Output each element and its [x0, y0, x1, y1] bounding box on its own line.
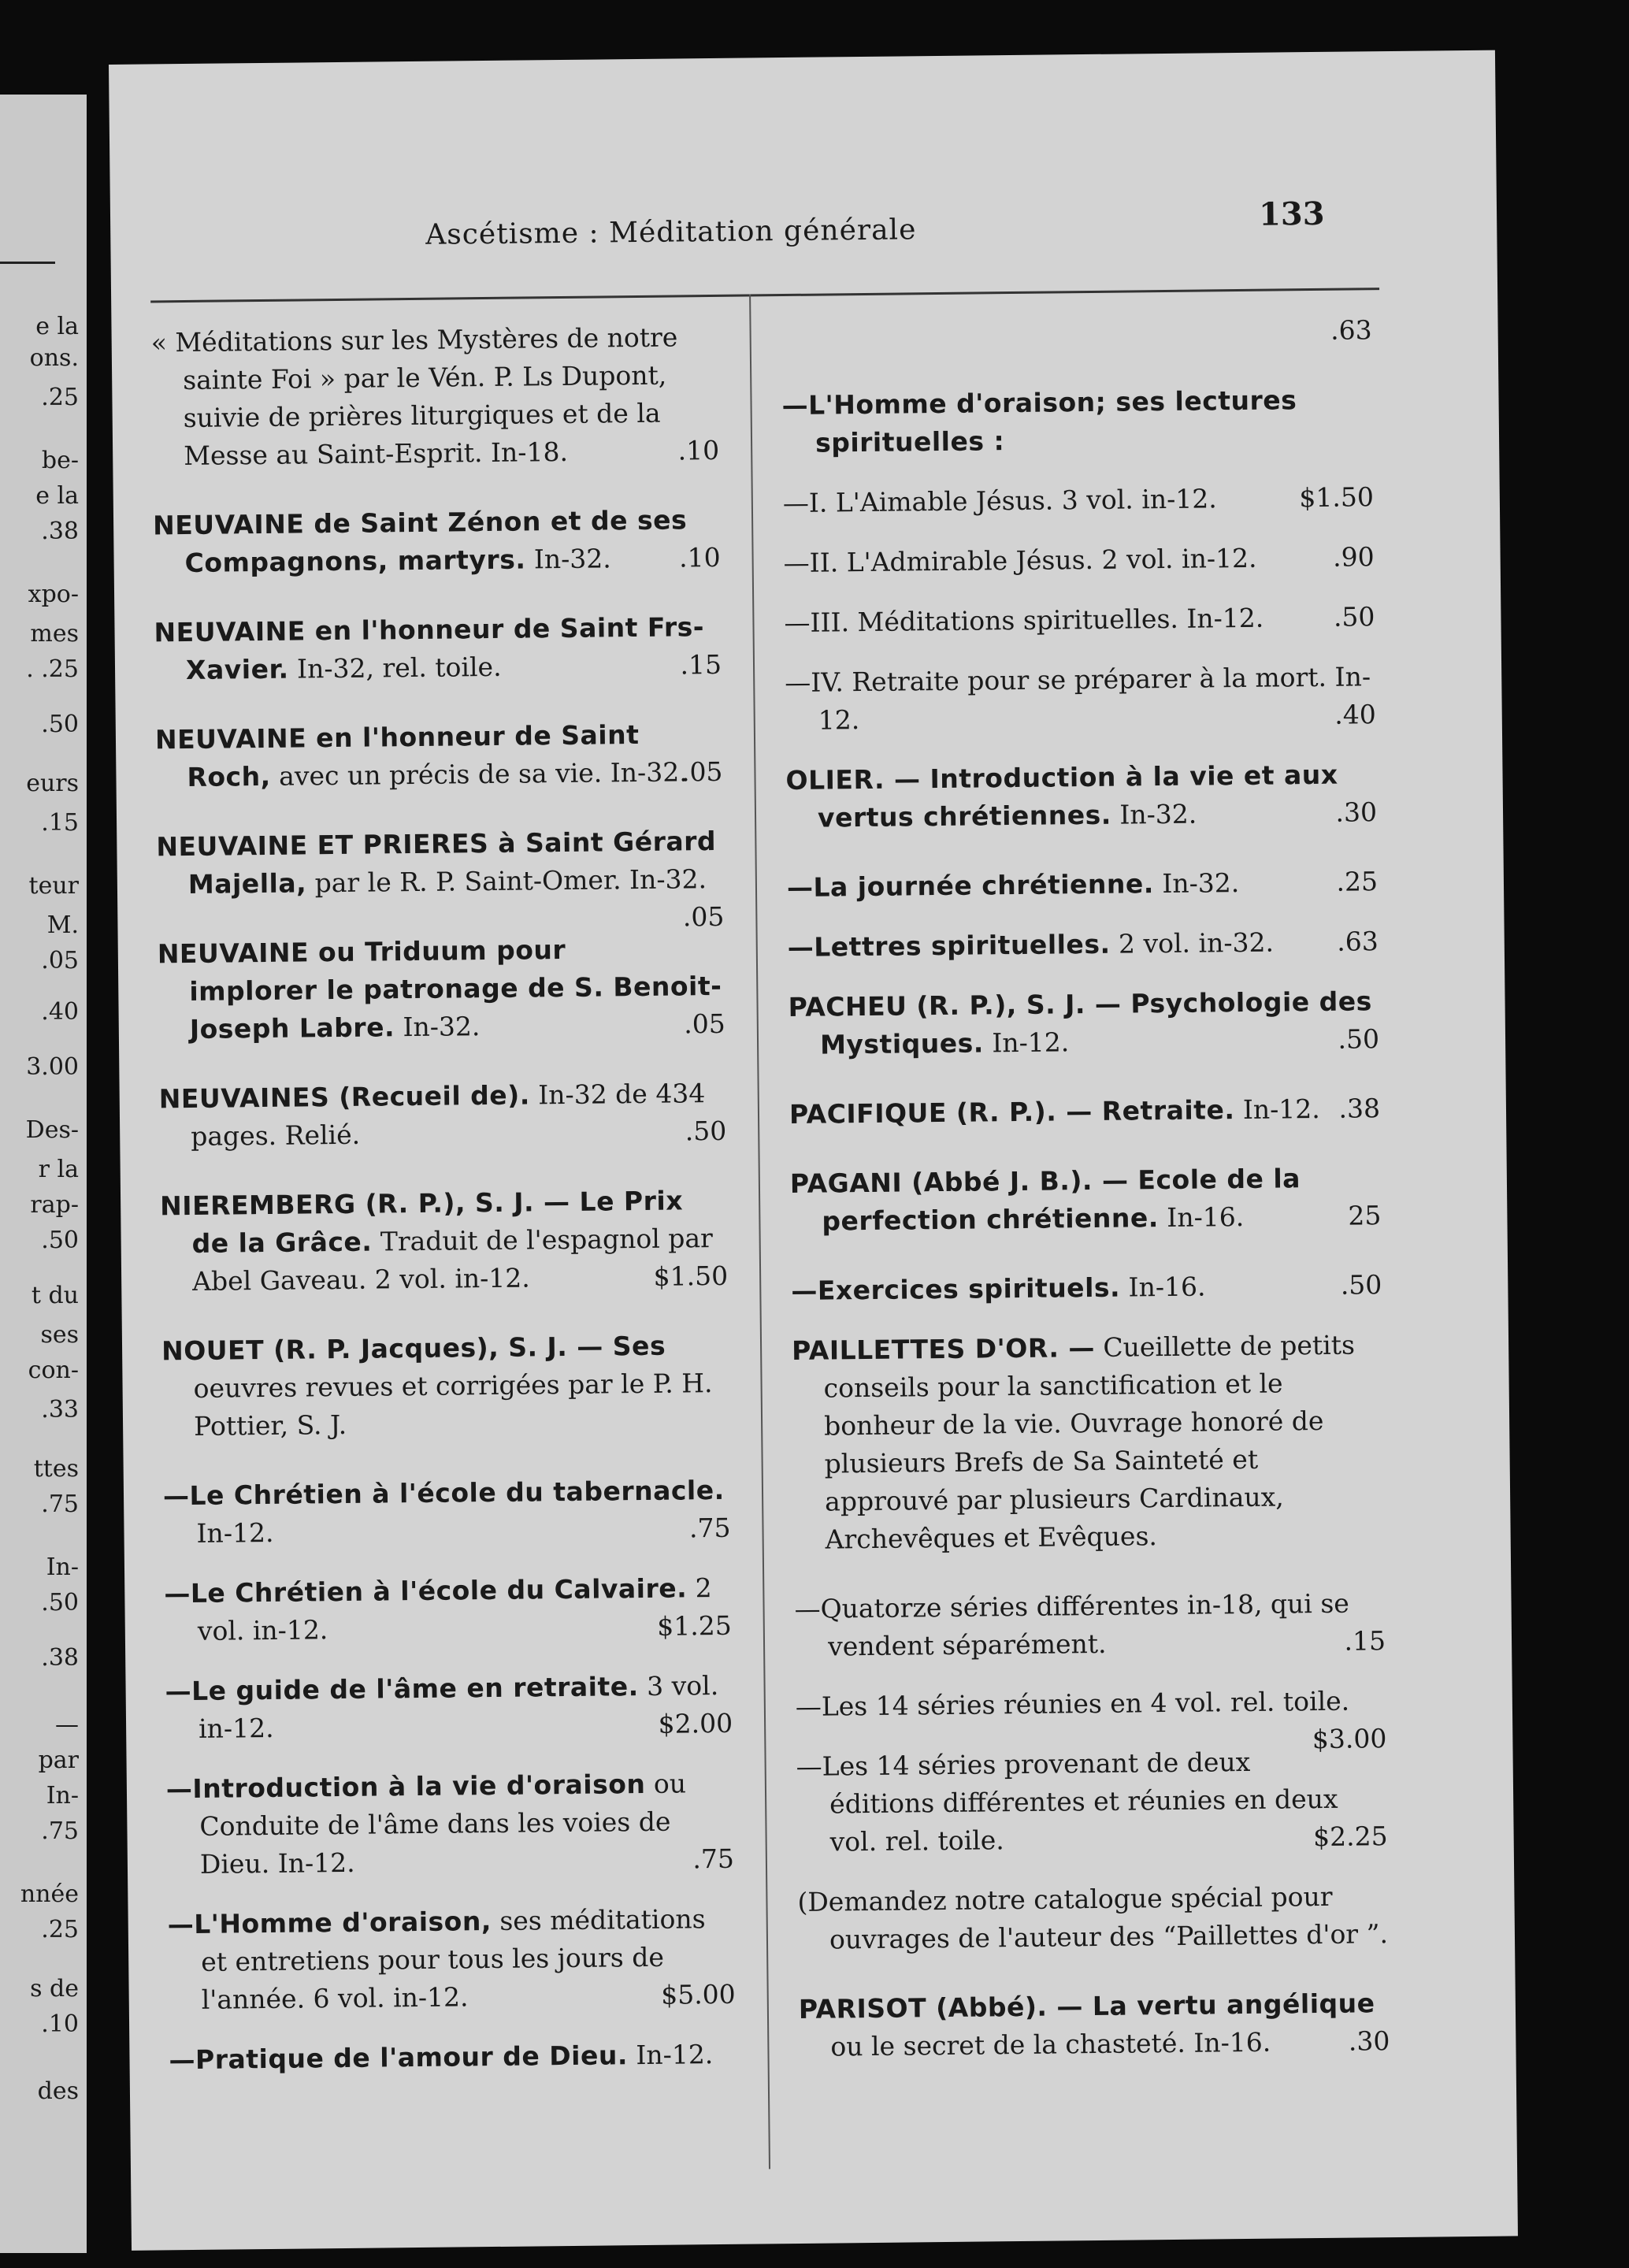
entry-price: $1.50: [653, 1260, 729, 1292]
entry-price: .75: [688, 1512, 731, 1544]
catalog-entry: [165, 1667, 733, 1749]
entry-description: Cueillette de petits conseils pour la sanctification et le bonheur de la vie. Ouvrage honoré de plusieurs Brefs de Sa Sainteté et approuvé par plusieurs Cardinaux, Archevêques et Evêques.: [823, 1329, 1356, 1555]
carried-price: [781, 311, 1371, 355]
catalog-entry: [163, 1472, 731, 1553]
previous-page-fragment: s de: [30, 1975, 79, 2003]
entry-description: In-32 de 434 pages. Relié.: [191, 1078, 706, 1152]
entry-price: $1.50: [1299, 481, 1375, 514]
entry-price: .90: [1332, 541, 1375, 573]
previous-page-fragment: rap-: [30, 1191, 79, 1219]
catalog-entry: [799, 1984, 1390, 2066]
entry-price: .50: [1340, 1269, 1382, 1301]
entry-title: —La journée chrétienne.: [786, 868, 1155, 904]
previous-page-fragment: ses: [40, 1321, 79, 1349]
catalog-entry: [154, 608, 722, 690]
entry-price: .50: [1338, 1023, 1380, 1055]
entry-title: PACHEU (R. P.), S. J. — Psychologie des Mystiques.: [788, 986, 1373, 1060]
entry-price: $2.25: [1312, 1821, 1388, 1853]
catalog-entry: [155, 715, 723, 797]
catalog-entry: [161, 1327, 729, 1446]
previous-page-fragment: .25: [41, 384, 79, 411]
left-column: [150, 318, 737, 2101]
previous-page-fragment: ons.: [29, 344, 79, 372]
entry-title: —Lettres spirituelles.: [787, 928, 1111, 963]
entry-description: 2 vol. in-32.: [1110, 926, 1275, 960]
entry-price: .15: [680, 648, 722, 681]
previous-page-fragment: .38: [41, 1644, 79, 1672]
previous-page-fragment: .40: [41, 998, 79, 1026]
catalog-entry: [160, 1182, 728, 1301]
entry-title: NEUVAINE ou Triduum pour implorer le patronage de S. Benoit-Joseph Labre.: [157, 934, 722, 1045]
entry-description: In-12.: [627, 2039, 714, 2071]
entry-description: —Quatorze séries différentes in-18, qui se vendent séparément.: [794, 1587, 1350, 1662]
catalog-entry: [795, 1682, 1387, 1755]
entry-description: avec un précis de sa vie. In-32.: [270, 756, 688, 792]
entry-price: .50: [685, 1115, 727, 1147]
entry-title: —L'Homme d'oraison; ses lectures spirituelles :: [781, 384, 1297, 458]
entry-title: PARISOT (Abbé). — La vertu angélique: [798, 1988, 1375, 2025]
previous-page-fragment: .15: [41, 809, 79, 837]
entry-price: .50: [1333, 601, 1375, 633]
right-column: [781, 311, 1390, 2098]
entry-description: —Les 14 séries réunies en 4 vol. rel. toile.: [795, 1685, 1350, 1722]
previous-page-fragment: .25: [41, 1916, 79, 1943]
entry-price: .05: [682, 900, 725, 933]
entry-description: 3 vol. in-12.: [198, 1670, 719, 1744]
entry-price: .05: [681, 755, 723, 788]
entry-price: .63: [1337, 926, 1379, 957]
entry-title: OLIER. — Introduction à la vie et aux vertus chrétiennes.: [785, 759, 1338, 833]
catalog-entry: [156, 822, 725, 933]
previous-page-fragment: e la: [35, 482, 79, 510]
entry-description: « Méditations sur les Mystères de notre sainte Foi » par le Vén. P. Ls Dupont, suivie de prières liturgiques et de la Messe au Saint-Esprit. In-18.: [150, 321, 678, 472]
previous-page-fragment: .75: [41, 1817, 79, 1845]
catalog-entry: [169, 2036, 736, 2080]
catalog-entry: [787, 863, 1378, 907]
entry-title: —Pratique de l'amour de Dieu.: [169, 2040, 629, 2076]
entry-price: $1.25: [657, 1609, 732, 1642]
catalog-entry: [792, 1326, 1385, 1559]
previous-page-fragment: eurs: [26, 770, 79, 797]
entry-description: —IV. Retraite pour se préparer à la mort. In-12.: [785, 661, 1371, 736]
entry-title: PAGANI (Abbé J. B.). — Ecole de la perfection chrétienne.: [789, 1163, 1301, 1237]
entry-price: .63: [1330, 314, 1372, 346]
catalog-entry: [790, 1159, 1382, 1241]
previous-page-fragment: .38: [41, 518, 79, 545]
previous-page-fragment: .33: [41, 1396, 79, 1424]
previous-page-rule: [0, 262, 55, 264]
previous-page-fragment: par: [38, 1746, 79, 1774]
catalog-note: [797, 1877, 1389, 1959]
entry-title: —Introduction à la vie d'oraison: [165, 1768, 646, 1805]
previous-page-fragment: be-: [41, 447, 79, 474]
previous-page-fragment: r la: [38, 1156, 79, 1183]
entry-title: NIEREMBERG (R. P.), S. J. — Le Prix de la Grâce.: [159, 1185, 684, 1259]
entry-title: —Exercices spirituels.: [791, 1271, 1121, 1307]
entry-description: Traduit de l'espagnol par Abel Gaveau. 2 vol. in-12.: [191, 1223, 714, 1297]
entry-price: .30: [1335, 796, 1378, 828]
entry-description: In-32, rel. toile.: [288, 651, 502, 685]
entry-title: NEUVAINES (Recueil de).: [158, 1079, 530, 1115]
column-divider: [749, 294, 770, 2169]
entry-description: In-12.: [1234, 1093, 1320, 1126]
entry-price: .38: [1338, 1093, 1381, 1124]
entry-description: ou Conduite de l'âme dans les voies de Dieu. In-12.: [199, 1768, 687, 1880]
previous-page-fragment: 3.00: [26, 1053, 79, 1081]
entry-price: $2.00: [658, 1707, 733, 1739]
entry-price: $3.00: [1312, 1723, 1387, 1755]
previous-page-fragment: mes: [30, 620, 79, 648]
entry-description: In-12.: [196, 1516, 274, 1549]
previous-page-fragment: In-: [46, 1553, 79, 1581]
previous-page-fragment: .05: [41, 947, 79, 974]
catalog-entry: [158, 930, 725, 1049]
entry-title: —Le Chrétien à l'école du tabernacle.: [162, 1474, 725, 1512]
catalog-entry: [785, 755, 1377, 837]
entry-price: .10: [677, 434, 720, 466]
catalog-entry: [150, 318, 719, 476]
page-number: 133: [1258, 195, 1325, 233]
catalog-entry: [783, 538, 1374, 582]
running-header: Ascétisme : Méditation générale: [425, 213, 917, 251]
entry-price: .30: [1348, 2025, 1390, 2057]
previous-page-edge: [0, 95, 87, 2253]
entry-title: NEUVAINE en l'honneur de Saint Frs-Xavier.: [154, 611, 705, 686]
previous-page-fragment: Des-: [25, 1116, 79, 1144]
entry-title: —Le Chrétien à l'école du Calvaire.: [164, 1572, 688, 1609]
entry-description: In-16.: [1158, 1201, 1245, 1234]
catalog-entry: [788, 922, 1379, 967]
entry-title: NEUVAINE en l'honneur de Saint Roch,: [154, 718, 640, 793]
previous-page-fragment: .50: [41, 1589, 79, 1617]
entry-description: par le R. P. Saint-Omer. In-32.: [306, 863, 707, 899]
previous-page-fragment: e la: [35, 313, 79, 340]
entry-description: oeuvres revues et corrigées par le P. H. Pottier, S. J.: [193, 1368, 713, 1442]
entry-description: (Demandez notre catalogue spécial pour ouvrages de l'auteur des “Paillettes d'or ”.: [797, 1880, 1389, 1955]
previous-page-fragment: M.: [46, 911, 79, 939]
entry-description: In-32.: [1153, 867, 1240, 900]
entry-title: NEUVAINE ET PRIERES à Saint Gérard Majella,: [156, 825, 717, 900]
catalog-entry: [159, 1075, 727, 1156]
entry-title: —L'Homme d'oraison,: [167, 1906, 492, 1940]
catalog-entry: [794, 1584, 1386, 1666]
entry-title: PAILLETTES D'OR. —: [791, 1331, 1096, 1367]
previous-page-fragment: . .25: [26, 655, 79, 683]
previous-page-fragment: ttes: [33, 1455, 79, 1483]
entry-description: In-12.: [983, 1026, 1070, 1059]
entry-title: NOUET (R. P. Jacques), S. J. — Ses: [161, 1330, 666, 1367]
entry-price: 25: [1348, 1200, 1382, 1231]
entry-price: .75: [692, 1843, 735, 1875]
catalog-entry: [781, 380, 1373, 462]
previous-page-fragment: .50: [41, 711, 79, 738]
entry-price: .25: [1336, 866, 1379, 897]
catalog-entry: [788, 982, 1379, 1064]
entry-price: .15: [1344, 1625, 1386, 1657]
catalog-entry: [789, 1089, 1380, 1134]
entry-description: 2 vol. in-12.: [197, 1572, 712, 1646]
entry-description: —Les 14 séries provenant de deux éditions différentes et réunies en deux vol. rel. toile.: [796, 1746, 1338, 1858]
entry-title: —Le guide de l'âme en retraite.: [165, 1671, 639, 1707]
catalog-page: [109, 50, 1518, 2251]
catalog-entry: [796, 1742, 1387, 1862]
entry-price: $5.00: [661, 1978, 736, 2010]
catalog-entry: [791, 1266, 1382, 1310]
entry-description: In-16.: [1119, 1271, 1206, 1303]
entry-title: PACIFIQUE (R. P.). — Retraite.: [789, 1094, 1235, 1130]
catalog-entry: [783, 478, 1374, 522]
header-rule: [150, 288, 1379, 303]
previous-page-fragment: .75: [41, 1490, 79, 1518]
previous-page-fragment: .50: [41, 1227, 79, 1254]
previous-page-fragment: .10: [41, 2010, 79, 2038]
previous-page-fragment: —: [55, 1711, 79, 1739]
catalog-entry: [167, 1900, 735, 2020]
catalog-entry: [166, 1765, 734, 1884]
catalog-entry: [784, 598, 1375, 642]
previous-page-fragment: des: [37, 2077, 79, 2105]
entry-description: In-32.: [394, 1011, 481, 1043]
previous-page-fragment: teur: [28, 872, 79, 900]
catalog-entry: [785, 658, 1376, 740]
previous-page-fragment: con-: [28, 1357, 79, 1384]
previous-page-fragment: nnée: [20, 1880, 79, 1908]
entry-description: ses méditations et entretiens pour tous les jours de l'année. 6 vol. in-12.: [201, 1903, 706, 2015]
entry-title: NEUVAINE de Saint Zénon et de ses Compagnons, martyrs.: [152, 504, 688, 579]
entry-description: —I. L'Aimable Jésus. 3 vol. in-12.: [782, 483, 1217, 519]
entry-description: —II. L'Admirable Jésus. 2 vol. in-12.: [783, 542, 1257, 579]
entry-description: —III. Méditations spirituelles. In-12.: [784, 602, 1264, 639]
catalog-entry: [153, 501, 721, 583]
catalog-entry: [164, 1569, 732, 1651]
entry-description: ou le secret de la chasteté. In-16.: [830, 2026, 1271, 2062]
previous-page-fragment: xpo-: [28, 581, 79, 608]
entry-price: .05: [684, 1008, 725, 1040]
entry-price: .10: [678, 541, 721, 573]
previous-page-fragment: t du: [31, 1282, 79, 1309]
entry-description: In-32.: [1111, 798, 1197, 830]
previous-page-fragment: In-: [46, 1782, 79, 1810]
entry-description: In-32.: [525, 543, 612, 575]
entry-price: .40: [1334, 699, 1376, 730]
